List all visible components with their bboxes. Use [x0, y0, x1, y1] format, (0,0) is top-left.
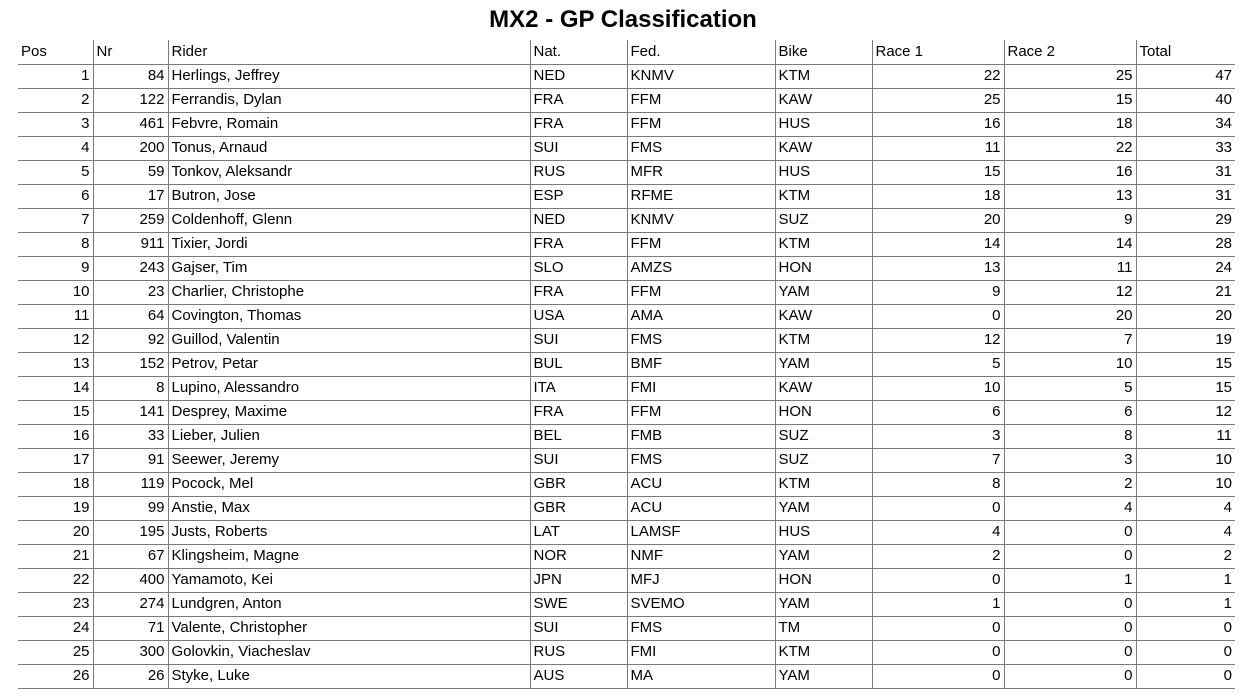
nr-cell: 92 [93, 328, 168, 352]
nr-cell: 17 [93, 184, 168, 208]
pos-cell: 14 [18, 376, 93, 400]
total-cell: 0 [1136, 640, 1235, 664]
nat-cell: ESP [530, 184, 627, 208]
race2-cell: 0 [1004, 592, 1136, 616]
pos-cell: 10 [18, 280, 93, 304]
fed-cell: FFM [627, 112, 775, 136]
table-row [18, 424, 1235, 448]
total-cell: 10 [1136, 448, 1235, 472]
nat-cell: RUS [530, 640, 627, 664]
race2-cell: 11 [1004, 256, 1136, 280]
nr-cell: 274 [93, 592, 168, 616]
total-cell: 10 [1136, 472, 1235, 496]
pos-cell: 3 [18, 112, 93, 136]
race1-cell: 0 [872, 664, 1004, 688]
rider-cell: Valente, Christopher [168, 616, 530, 640]
nr-cell: 8 [93, 376, 168, 400]
total-cell: 19 [1136, 328, 1235, 352]
nat-cell: FRA [530, 280, 627, 304]
total-cell: 15 [1136, 352, 1235, 376]
column-header-total: Total [1136, 40, 1235, 64]
nat-cell: FRA [530, 112, 627, 136]
fed-cell: FMB [627, 424, 775, 448]
race2-cell: 9 [1004, 208, 1136, 232]
total-cell: 28 [1136, 232, 1235, 256]
fed-cell: AMA [627, 304, 775, 328]
total-cell: 31 [1136, 184, 1235, 208]
fed-cell: AMZS [627, 256, 775, 280]
pos-cell: 24 [18, 616, 93, 640]
table-row [18, 664, 1235, 688]
pos-cell: 22 [18, 568, 93, 592]
race2-cell: 10 [1004, 352, 1136, 376]
nr-cell: 259 [93, 208, 168, 232]
rider-cell: Tonus, Arnaud [168, 136, 530, 160]
pos-cell: 16 [18, 424, 93, 448]
table-row [18, 352, 1235, 376]
total-cell: 34 [1136, 112, 1235, 136]
rider-cell: Lupino, Alessandro [168, 376, 530, 400]
race2-cell: 7 [1004, 328, 1136, 352]
total-cell: 0 [1136, 616, 1235, 640]
race2-cell: 15 [1004, 88, 1136, 112]
bike-cell: KTM [775, 232, 872, 256]
race1-cell: 22 [872, 64, 1004, 88]
race2-cell: 6 [1004, 400, 1136, 424]
nr-cell: 119 [93, 472, 168, 496]
pos-cell: 20 [18, 520, 93, 544]
nat-cell: FRA [530, 232, 627, 256]
table-row [18, 304, 1235, 328]
pos-cell: 5 [18, 160, 93, 184]
bike-cell: YAM [775, 280, 872, 304]
pos-cell: 11 [18, 304, 93, 328]
pos-cell: 26 [18, 664, 93, 688]
race2-cell: 14 [1004, 232, 1136, 256]
race2-cell: 25 [1004, 64, 1136, 88]
race2-cell: 22 [1004, 136, 1136, 160]
race2-cell: 0 [1004, 616, 1136, 640]
pos-cell: 8 [18, 232, 93, 256]
fed-cell: FMS [627, 328, 775, 352]
fed-cell: MFJ [627, 568, 775, 592]
fed-cell: FMS [627, 136, 775, 160]
pos-cell: 19 [18, 496, 93, 520]
column-header-fed: Fed. [627, 40, 775, 64]
race2-cell: 20 [1004, 304, 1136, 328]
column-header-bike: Bike [775, 40, 872, 64]
race2-cell: 0 [1004, 544, 1136, 568]
nr-cell: 64 [93, 304, 168, 328]
table-row [18, 208, 1235, 232]
race2-cell: 1 [1004, 568, 1136, 592]
pos-cell: 4 [18, 136, 93, 160]
fed-cell: FFM [627, 400, 775, 424]
race1-cell: 20 [872, 208, 1004, 232]
pos-cell: 1 [18, 64, 93, 88]
race1-cell: 11 [872, 136, 1004, 160]
nr-cell: 152 [93, 352, 168, 376]
table-row [18, 496, 1235, 520]
nat-cell: JPN [530, 568, 627, 592]
total-cell: 4 [1136, 520, 1235, 544]
fed-cell: ACU [627, 472, 775, 496]
bike-cell: HUS [775, 520, 872, 544]
rider-cell: Pocock, Mel [168, 472, 530, 496]
table-row [18, 448, 1235, 472]
race1-cell: 1 [872, 592, 1004, 616]
table-row [18, 328, 1235, 352]
table-row [18, 400, 1235, 424]
nat-cell: NED [530, 64, 627, 88]
nr-cell: 400 [93, 568, 168, 592]
bike-cell: KAW [775, 376, 872, 400]
nat-cell: USA [530, 304, 627, 328]
nat-cell: SUI [530, 328, 627, 352]
nat-cell: BUL [530, 352, 627, 376]
bike-cell: KAW [775, 136, 872, 160]
nat-cell: FRA [530, 400, 627, 424]
table-row [18, 520, 1235, 544]
table-row [18, 232, 1235, 256]
nat-cell: SWE [530, 592, 627, 616]
race2-cell: 3 [1004, 448, 1136, 472]
race1-cell: 0 [872, 640, 1004, 664]
race2-cell: 16 [1004, 160, 1136, 184]
race2-cell: 0 [1004, 640, 1136, 664]
table-row [18, 112, 1235, 136]
nat-cell: SUI [530, 448, 627, 472]
column-header-race2: Race 2 [1004, 40, 1136, 64]
bike-cell: KTM [775, 640, 872, 664]
total-cell: 11 [1136, 424, 1235, 448]
total-cell: 1 [1136, 592, 1235, 616]
fed-cell: FFM [627, 280, 775, 304]
total-cell: 2 [1136, 544, 1235, 568]
race1-cell: 18 [872, 184, 1004, 208]
nr-cell: 461 [93, 112, 168, 136]
pos-cell: 7 [18, 208, 93, 232]
nr-cell: 67 [93, 544, 168, 568]
nat-cell: SLO [530, 256, 627, 280]
rider-cell: Guillod, Valentin [168, 328, 530, 352]
race2-cell: 5 [1004, 376, 1136, 400]
table-row [18, 640, 1235, 664]
pos-cell: 18 [18, 472, 93, 496]
bike-cell: KTM [775, 472, 872, 496]
rider-cell: Gajser, Tim [168, 256, 530, 280]
race2-cell: 12 [1004, 280, 1136, 304]
pos-cell: 21 [18, 544, 93, 568]
rider-cell: Butron, Jose [168, 184, 530, 208]
table-row [18, 136, 1235, 160]
bike-cell: KTM [775, 184, 872, 208]
fed-cell: FMS [627, 448, 775, 472]
rider-cell: Justs, Roberts [168, 520, 530, 544]
rider-cell: Charlier, Christophe [168, 280, 530, 304]
bike-cell: HUS [775, 112, 872, 136]
total-cell: 31 [1136, 160, 1235, 184]
nat-cell: SUI [530, 616, 627, 640]
nr-cell: 141 [93, 400, 168, 424]
fed-cell: SVEMO [627, 592, 775, 616]
bike-cell: SUZ [775, 208, 872, 232]
race2-cell: 4 [1004, 496, 1136, 520]
column-header-nr: Nr [93, 40, 168, 64]
race2-cell: 2 [1004, 472, 1136, 496]
table-row [18, 280, 1235, 304]
pos-cell: 9 [18, 256, 93, 280]
total-cell: 12 [1136, 400, 1235, 424]
bike-cell: YAM [775, 544, 872, 568]
nat-cell: NED [530, 208, 627, 232]
table-row [18, 256, 1235, 280]
total-cell: 20 [1136, 304, 1235, 328]
race1-cell: 16 [872, 112, 1004, 136]
race1-cell: 12 [872, 328, 1004, 352]
rider-cell: Ferrandis, Dylan [168, 88, 530, 112]
total-cell: 40 [1136, 88, 1235, 112]
nat-cell: NOR [530, 544, 627, 568]
nr-cell: 91 [93, 448, 168, 472]
race1-cell: 2 [872, 544, 1004, 568]
table-row [18, 472, 1235, 496]
rider-cell: Coldenhoff, Glenn [168, 208, 530, 232]
pos-cell: 2 [18, 88, 93, 112]
rider-cell: Tixier, Jordi [168, 232, 530, 256]
nr-cell: 243 [93, 256, 168, 280]
race1-cell: 0 [872, 568, 1004, 592]
race1-cell: 0 [872, 496, 1004, 520]
total-cell: 47 [1136, 64, 1235, 88]
race2-cell: 18 [1004, 112, 1136, 136]
rider-cell: Yamamoto, Kei [168, 568, 530, 592]
fed-cell: RFME [627, 184, 775, 208]
bike-cell: SUZ [775, 424, 872, 448]
fed-cell: MFR [627, 160, 775, 184]
bike-cell: KAW [775, 304, 872, 328]
rider-cell: Klingsheim, Magne [168, 544, 530, 568]
rider-cell: Golovkin, Viacheslav [168, 640, 530, 664]
fed-cell: KNMV [627, 208, 775, 232]
race1-cell: 6 [872, 400, 1004, 424]
fed-cell: NMF [627, 544, 775, 568]
race2-cell: 0 [1004, 664, 1136, 688]
race2-cell: 8 [1004, 424, 1136, 448]
bike-cell: KTM [775, 64, 872, 88]
fed-cell: ACU [627, 496, 775, 520]
nr-cell: 99 [93, 496, 168, 520]
fed-cell: BMF [627, 352, 775, 376]
total-cell: 1 [1136, 568, 1235, 592]
bike-cell: SUZ [775, 448, 872, 472]
table-row [18, 376, 1235, 400]
column-header-pos: Pos [21, 42, 47, 60]
rider-cell: Febvre, Romain [168, 112, 530, 136]
rider-cell: Anstie, Max [168, 496, 530, 520]
header-row [18, 40, 1235, 64]
table-row [18, 616, 1235, 640]
race1-cell: 5 [872, 352, 1004, 376]
fed-cell: FFM [627, 88, 775, 112]
race2-cell: 0 [1004, 520, 1136, 544]
race1-cell: 25 [872, 88, 1004, 112]
bike-cell: YAM [775, 496, 872, 520]
column-header-nat: Nat. [530, 40, 627, 64]
rider-cell: Lundgren, Anton [168, 592, 530, 616]
table-row [18, 184, 1235, 208]
nat-cell: RUS [530, 160, 627, 184]
table-row [18, 160, 1235, 184]
table-row [18, 64, 1235, 88]
race1-cell: 3 [872, 424, 1004, 448]
pos-cell: 23 [18, 592, 93, 616]
classification-table [18, 40, 1235, 689]
nat-cell: ITA [530, 376, 627, 400]
total-cell: 15 [1136, 376, 1235, 400]
race1-cell: 0 [872, 304, 1004, 328]
nr-cell: 122 [93, 88, 168, 112]
nr-cell: 200 [93, 136, 168, 160]
fed-cell: LAMSF [627, 520, 775, 544]
bike-cell: TM [775, 616, 872, 640]
pos-cell: 6 [18, 184, 93, 208]
bike-cell: HON [775, 400, 872, 424]
race1-cell: 7 [872, 448, 1004, 472]
nr-cell: 26 [93, 664, 168, 688]
nat-cell: GBR [530, 496, 627, 520]
nr-cell: 84 [93, 64, 168, 88]
rider-cell: Herlings, Jeffrey [168, 64, 530, 88]
column-header-race1: Race 1 [872, 40, 1004, 64]
bike-cell: KTM [775, 328, 872, 352]
race2-cell: 13 [1004, 184, 1136, 208]
total-cell: 0 [1136, 664, 1235, 688]
nr-cell: 23 [93, 280, 168, 304]
bike-cell: HON [775, 256, 872, 280]
fed-cell: MA [627, 664, 775, 688]
total-cell: 24 [1136, 256, 1235, 280]
nat-cell: BEL [530, 424, 627, 448]
nat-cell: GBR [530, 472, 627, 496]
rider-cell: Desprey, Maxime [168, 400, 530, 424]
race1-cell: 13 [872, 256, 1004, 280]
fed-cell: FMI [627, 376, 775, 400]
fed-cell: FMS [627, 616, 775, 640]
table-row [18, 568, 1235, 592]
table-row [18, 592, 1235, 616]
rider-cell: Covington, Thomas [168, 304, 530, 328]
bike-cell: KAW [775, 88, 872, 112]
pos-cell: 12 [18, 328, 93, 352]
column-header-rider: Rider [168, 40, 530, 64]
race1-cell: 9 [872, 280, 1004, 304]
table-row [18, 88, 1235, 112]
total-cell: 29 [1136, 208, 1235, 232]
bike-cell: YAM [775, 352, 872, 376]
race1-cell: 4 [872, 520, 1004, 544]
pos-cell: 15 [18, 400, 93, 424]
pos-cell: 13 [18, 352, 93, 376]
total-cell: 21 [1136, 280, 1235, 304]
nr-cell: 195 [93, 520, 168, 544]
nat-cell: LAT [530, 520, 627, 544]
fed-cell: FFM [627, 232, 775, 256]
nr-cell: 59 [93, 160, 168, 184]
nat-cell: SUI [530, 136, 627, 160]
nat-cell: AUS [530, 664, 627, 688]
nr-cell: 33 [93, 424, 168, 448]
race1-cell: 14 [872, 232, 1004, 256]
fed-cell: FMI [627, 640, 775, 664]
total-cell: 4 [1136, 496, 1235, 520]
rider-cell: Styke, Luke [168, 664, 530, 688]
rider-cell: Lieber, Julien [168, 424, 530, 448]
bike-cell: YAM [775, 592, 872, 616]
race1-cell: 8 [872, 472, 1004, 496]
bike-cell: HUS [775, 160, 872, 184]
nr-cell: 71 [93, 616, 168, 640]
race1-cell: 15 [872, 160, 1004, 184]
race1-cell: 10 [872, 376, 1004, 400]
pos-cell: 17 [18, 448, 93, 472]
race1-cell: 0 [872, 616, 1004, 640]
fed-cell: KNMV [627, 64, 775, 88]
table-row [18, 544, 1235, 568]
bike-cell: YAM [775, 664, 872, 688]
bike-cell: HON [775, 568, 872, 592]
nr-cell: 911 [93, 232, 168, 256]
rider-cell: Seewer, Jeremy [168, 448, 530, 472]
rider-cell: Petrov, Petar [168, 352, 530, 376]
nat-cell: FRA [530, 88, 627, 112]
page-title: MX2 - GP Classification [489, 6, 757, 33]
nr-cell: 300 [93, 640, 168, 664]
rider-cell: Tonkov, Aleksandr [168, 160, 530, 184]
total-cell: 33 [1136, 136, 1235, 160]
pos-cell: 25 [18, 640, 93, 664]
